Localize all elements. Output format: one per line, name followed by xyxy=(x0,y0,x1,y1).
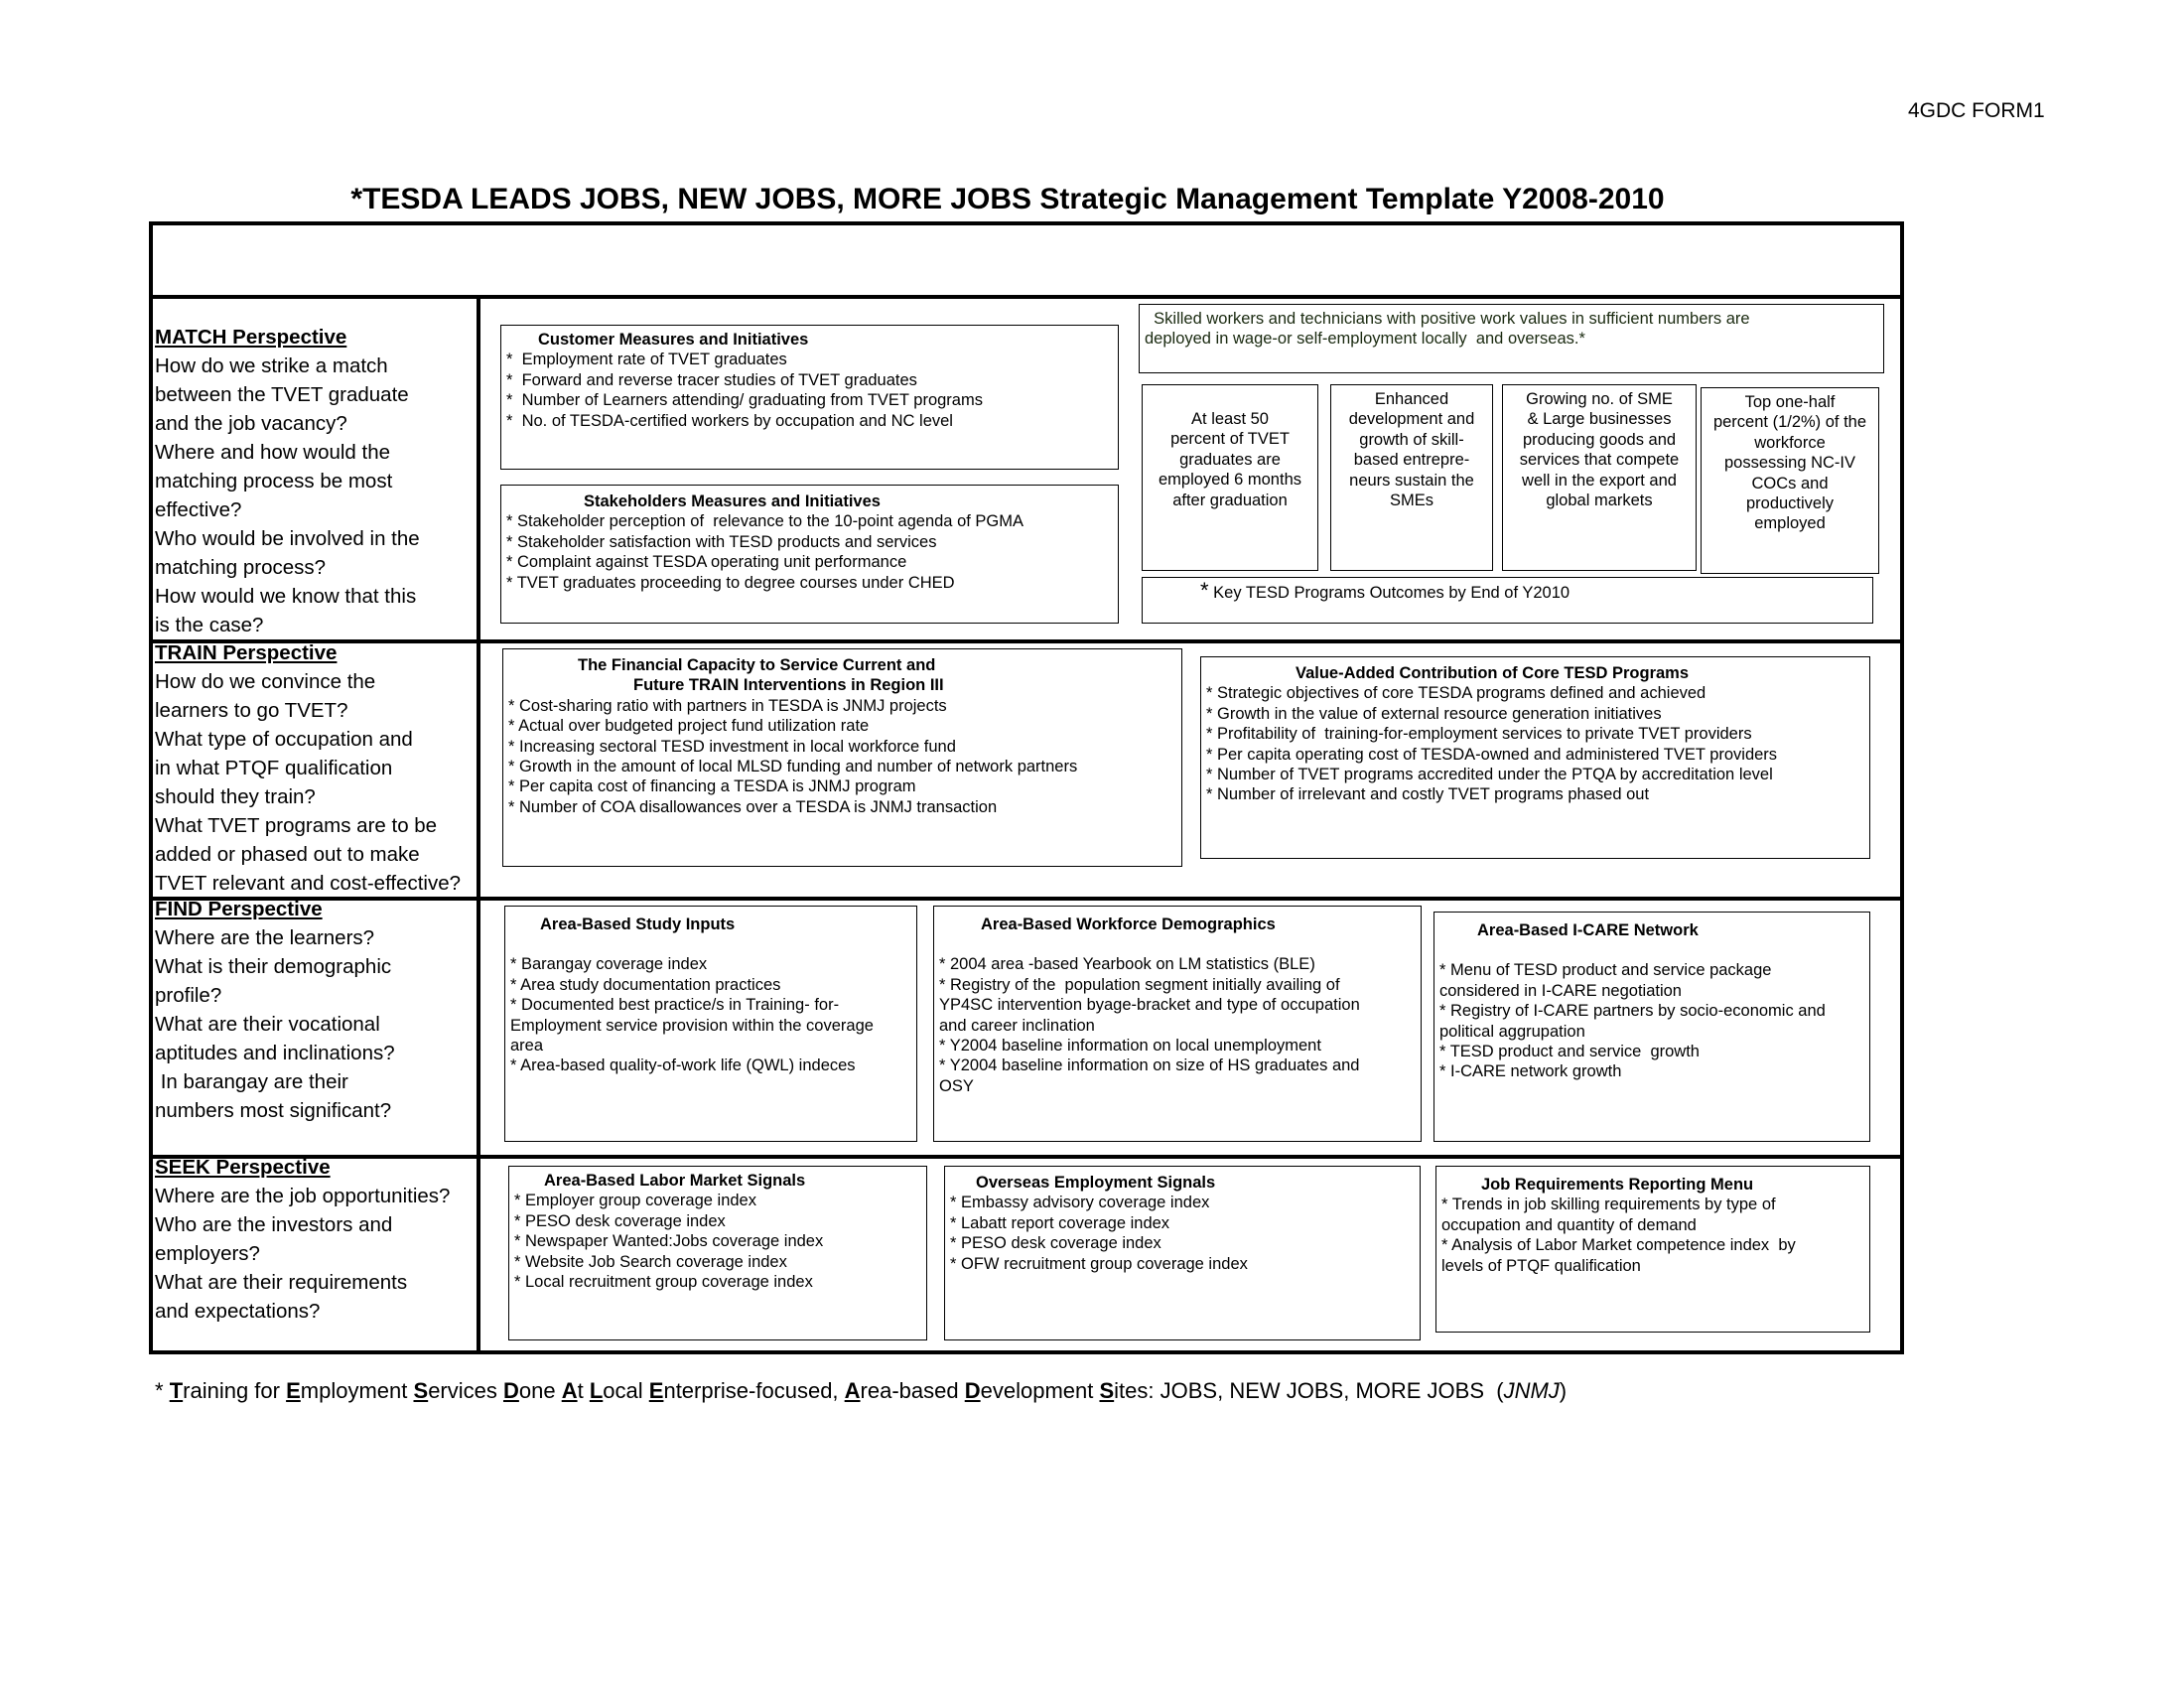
match-question: matching process be most xyxy=(155,470,393,492)
stakeholder-measure-item: * Complaint against TESDA operating unit performance xyxy=(506,553,907,572)
outcome-line: producing goods and xyxy=(1522,430,1677,449)
area-study-item: * Barangay coverage index xyxy=(510,955,708,974)
find-question: What is their demographic xyxy=(155,955,392,978)
demographics-item: * 2004 area -based Yearbook on LM statistics (BLE) xyxy=(939,955,1315,974)
stakeholder-measure-item: * TVET graduates proceeding to degree courses under CHED xyxy=(506,573,955,592)
overseas-item: * PESO desk coverage index xyxy=(950,1234,1161,1253)
customer-measure-item: * Number of Learners attending/ graduating from TVET programs xyxy=(506,391,983,410)
form-code: 4GDC FORM1 xyxy=(1908,99,2045,122)
footnote-segment: ervices xyxy=(428,1378,503,1403)
financial-title-line-2: Future TRAIN Interventions in Region III xyxy=(633,676,944,695)
labor-market-signals-box xyxy=(508,1166,927,1340)
train-question: should they train? xyxy=(155,785,316,808)
outcome-line: based entrepre- xyxy=(1353,451,1470,470)
match-question: How would we know that this xyxy=(155,585,417,608)
find-heading: FIND Perspective xyxy=(155,898,323,920)
footnote-segment: ites: JOBS, NEW JOBS, MORE JOBS ( xyxy=(1114,1378,1504,1403)
footnote-segment: D xyxy=(964,1378,981,1403)
financial-capacity-title xyxy=(508,655,1181,696)
footnote xyxy=(155,1378,1567,1404)
demographics-item: * Registry of the population segment initially availing of xyxy=(939,975,1340,994)
job-requirements-item: occupation and quantity of demand xyxy=(1441,1215,1697,1234)
outcome-line: percent of TVET xyxy=(1170,430,1290,449)
financial-item: * Number of COA disallowances over a TESDA is JNMJ transaction xyxy=(508,797,998,816)
outcome-line: growth of skill- xyxy=(1359,430,1464,449)
match-question: between the TVET graduate xyxy=(155,383,409,406)
outcome-box-2 xyxy=(1330,384,1493,571)
overseas-item: * Labatt report coverage index xyxy=(950,1213,1170,1232)
demographics-item: OSY xyxy=(939,1076,974,1095)
outcome-line: Growing no. of SME xyxy=(1526,390,1673,408)
outcome-line: employed 6 months xyxy=(1159,471,1301,490)
icare-item: * Registry of I-CARE partners by socio-economic and xyxy=(1439,1002,1826,1021)
value-added-item: * Number of irrelevant and costly TVET programs phased out xyxy=(1206,785,1650,804)
find-question: aptitudes and inclinations? xyxy=(155,1042,395,1064)
financial-item: * Growth in the amount of local MLSD funding and number of network partners xyxy=(508,758,1078,776)
customer-measures-box xyxy=(500,325,1119,470)
icare-network-box xyxy=(1433,912,1870,1142)
train-question: added or phased out to make xyxy=(155,843,420,866)
value-added-box xyxy=(1200,656,1870,859)
financial-item: * Increasing sectoral TESD investment in local workforce fund xyxy=(508,737,956,756)
train-question: learners to go TVET? xyxy=(155,699,348,722)
footnote-segment: * xyxy=(155,1378,170,1403)
outcome-line: Enhanced xyxy=(1374,390,1449,408)
job-requirements-box xyxy=(1435,1166,1870,1333)
outcome-line: development and xyxy=(1348,410,1475,429)
outcome-line: COCs and xyxy=(1751,474,1829,492)
value-added-item: * Profitability of training-for-employment services to private TVET providers xyxy=(1206,725,1752,744)
train-heading: TRAIN Perspective xyxy=(155,641,338,664)
area-study-inputs-box xyxy=(504,906,917,1142)
goal-statement-line: deployed in wage-or self-employment locally and overseas.* xyxy=(1145,330,1585,349)
icare-item: political aggrupation xyxy=(1439,1022,1585,1041)
overseas-title: Overseas Employment Signals xyxy=(976,1174,1216,1192)
area-study-item: * Area study documentation practices xyxy=(510,975,781,994)
outcome-line: graduates are xyxy=(1179,450,1281,469)
stakeholders-measures-title: Stakeholders Measures and Initiatives xyxy=(584,492,881,510)
footnote-segment: mployment xyxy=(300,1378,414,1403)
financial-title-line-1: The Financial Capacity to Service Current and xyxy=(578,656,936,674)
stakeholder-measure-item: * Stakeholder satisfaction with TESD products and services xyxy=(506,532,937,551)
outcome-line: productively xyxy=(1745,494,1835,513)
labor-market-item: * Website Job Search coverage index xyxy=(514,1252,787,1271)
footnote-segment: E xyxy=(286,1378,301,1403)
footnote-segment: evelopment xyxy=(980,1378,1100,1403)
footnote-segment: JNMJ xyxy=(1503,1378,1560,1403)
labor-market-title: Area-Based Labor Market Signals xyxy=(544,1172,806,1190)
outcome-line: after graduation xyxy=(1172,491,1288,509)
match-heading: MATCH Perspective xyxy=(155,326,347,349)
financial-capacity-box xyxy=(502,648,1182,867)
job-requirements-title: Job Requirements Reporting Menu xyxy=(1481,1176,1754,1194)
match-question: and the job vacancy? xyxy=(155,412,347,435)
footnote-segment: D xyxy=(502,1378,519,1403)
find-question: Where are the learners? xyxy=(155,926,375,949)
footnote-segment: one xyxy=(518,1378,562,1403)
icare-title: Area-Based I-CARE Network xyxy=(1477,921,1699,939)
seek-heading: SEEK Perspective xyxy=(155,1156,331,1179)
find-question: profile? xyxy=(155,984,222,1007)
match-question: is the case? xyxy=(155,614,264,636)
customer-measures-title: Customer Measures and Initiatives xyxy=(538,331,809,349)
area-study-item: area xyxy=(510,1037,544,1055)
stakeholders-measures-box xyxy=(500,485,1119,624)
customer-measure-item: * No. of TESDA-certified workers by occupation and NC level xyxy=(506,411,953,430)
icare-item: * TESD product and service growth xyxy=(1439,1043,1700,1061)
labor-market-item: * PESO desk coverage index xyxy=(514,1211,726,1230)
area-study-item: * Documented best practice/s in Training- for- xyxy=(510,996,840,1015)
footnote-segment: t xyxy=(577,1378,590,1403)
value-added-item: * Strategic objectives of core TESDA programs defined and achieved xyxy=(1206,684,1706,703)
key-outcomes-label: Key TESD Programs Outcomes by End of Y2010 xyxy=(1213,584,1570,602)
train-question: TVET relevant and cost-effective? xyxy=(155,872,462,895)
value-added-item: * Growth in the value of external resource generation initiatives xyxy=(1206,704,1662,723)
train-question: How do we convince the xyxy=(155,670,376,693)
outcome-line: workforce xyxy=(1754,433,1826,452)
icare-item: * Menu of TESD product and service package xyxy=(1439,961,1772,980)
financial-item: * Cost-sharing ratio with partners in TESDA is JNMJ projects xyxy=(508,696,947,715)
train-question: What TVET programs are to be xyxy=(155,814,438,837)
workforce-demographics-box xyxy=(933,906,1422,1142)
job-requirements-item: levels of PTQF qualification xyxy=(1441,1256,1641,1275)
financial-item: * Per capita cost of financing a TESDA is JNMJ program xyxy=(508,777,916,796)
outcome-box-4 xyxy=(1701,387,1879,574)
outcome-line: neurs sustain the xyxy=(1349,471,1474,490)
outcome-line: At least 50 xyxy=(1191,410,1269,428)
job-requirements-item: * Analysis of Labor Market competence index by xyxy=(1441,1236,1796,1255)
divider-header xyxy=(149,295,1904,299)
overseas-item: * Embassy advisory coverage index xyxy=(950,1194,1210,1212)
footnote-segment: A xyxy=(844,1378,861,1403)
outcome-line: percent (1/2%) of the xyxy=(1712,413,1867,432)
goal-statement-line: Skilled workers and technicians with positive work values in sufficient numbers are xyxy=(1145,310,1750,328)
area-study-item: * Area-based quality-of-work life (QWL) indeces xyxy=(510,1056,856,1075)
page-title: *TESDA LEADS JOBS, NEW JOBS, MORE JOBS Strategic Management Template Y2008-2010 xyxy=(350,183,1665,215)
footnote-segment: S xyxy=(413,1378,429,1403)
seek-question: Who are the investors and xyxy=(155,1213,393,1236)
financial-item: * Actual over budgeted project fund utilization rate xyxy=(508,717,870,736)
footnote-segment: raining for xyxy=(183,1378,287,1403)
outcome-line: employed xyxy=(1754,514,1826,533)
match-question: Who would be involved in the xyxy=(155,527,420,550)
match-question: matching process? xyxy=(155,556,327,579)
customer-measure-item: * Employment rate of TVET graduates xyxy=(506,351,787,369)
demographics-item: * Y2004 baseline information on size of HS graduates and xyxy=(939,1056,1360,1075)
footnote-segment: E xyxy=(648,1378,664,1403)
value-added-item: * Number of TVET programs accredited under the PTQA by accreditation level xyxy=(1206,766,1773,784)
find-question: What are their vocational xyxy=(155,1013,380,1036)
overseas-item: * OFW recruitment group coverage index xyxy=(950,1254,1248,1273)
outcome-line: SMEs xyxy=(1389,492,1433,510)
demographics-item: and career inclination xyxy=(939,1016,1095,1035)
labor-market-item: * Local recruitment group coverage index xyxy=(514,1273,813,1292)
footnote-segment: ocal xyxy=(603,1378,649,1403)
labor-market-item: * Newspaper Wanted:Jobs coverage index xyxy=(514,1232,824,1251)
find-question: numbers most significant? xyxy=(155,1099,392,1122)
asterisk-mark: * xyxy=(1200,578,1209,603)
stakeholder-measure-item: * Stakeholder perception of relevance to the 10-point agenda of PGMA xyxy=(506,512,1024,531)
footnote-segment: ) xyxy=(1559,1378,1568,1403)
demographics-item: YP4SC intervention byage-bracket and type of occupation xyxy=(939,996,1360,1015)
seek-question: employers? xyxy=(155,1242,260,1265)
footnote-segment: nterprise-focused, xyxy=(663,1378,845,1403)
match-question: effective? xyxy=(155,498,242,521)
job-requirements-item: * Trends in job skilling requirements by type of xyxy=(1441,1196,1776,1214)
value-added-item: * Per capita operating cost of TESDA-owned and administered TVET providers xyxy=(1206,745,1778,764)
area-study-title: Area-Based Study Inputs xyxy=(540,915,736,933)
value-added-title: Value-Added Contribution of Core TESD Programs xyxy=(1296,664,1690,682)
footnote-segment: L xyxy=(589,1378,604,1403)
icare-item: * I-CARE network growth xyxy=(1439,1062,1622,1081)
customer-measure-item: * Forward and reverse tracer studies of TVET graduates xyxy=(506,370,917,389)
key-outcomes-box xyxy=(1142,577,1873,624)
demographics-item: * Y2004 baseline information on local unemployment xyxy=(939,1037,1321,1055)
footnote-segment: A xyxy=(561,1378,578,1403)
match-question: How do we strike a match xyxy=(155,354,388,377)
icare-item: considered in I-CARE negotiation xyxy=(1439,981,1682,1000)
find-question: In barangay are their xyxy=(155,1070,348,1093)
outcome-box-1 xyxy=(1142,384,1318,571)
labor-market-item: * Employer group coverage index xyxy=(514,1192,756,1210)
footnote-segment: T xyxy=(169,1378,184,1403)
outcome-line: Top one-half xyxy=(1744,393,1836,411)
demographics-title: Area-Based Workforce Demographics xyxy=(981,915,1276,933)
outcome-line: & Large businesses xyxy=(1527,410,1672,429)
seek-question: What are their requirements xyxy=(155,1271,408,1294)
footnote-segment: S xyxy=(1099,1378,1115,1403)
goal-statement-box xyxy=(1139,304,1884,373)
train-question: in what PTQF qualification xyxy=(155,757,393,779)
footnote-segment: rea-based xyxy=(860,1378,965,1403)
match-question: Where and how would the xyxy=(155,441,391,464)
seek-question: Where are the job opportunities? xyxy=(155,1185,451,1207)
seek-question: and expectations? xyxy=(155,1300,321,1323)
train-question: What type of occupation and xyxy=(155,728,413,751)
outcome-line: possessing NC-IV xyxy=(1723,454,1856,473)
outcome-box-3 xyxy=(1502,384,1697,571)
overseas-signals-box xyxy=(944,1166,1421,1340)
area-study-item: Employment service provision within the coverage xyxy=(510,1016,874,1035)
outcome-line: services that compete xyxy=(1519,451,1680,470)
outcome-line: global markets xyxy=(1546,492,1653,510)
outcome-line: well in the export and xyxy=(1522,471,1677,490)
